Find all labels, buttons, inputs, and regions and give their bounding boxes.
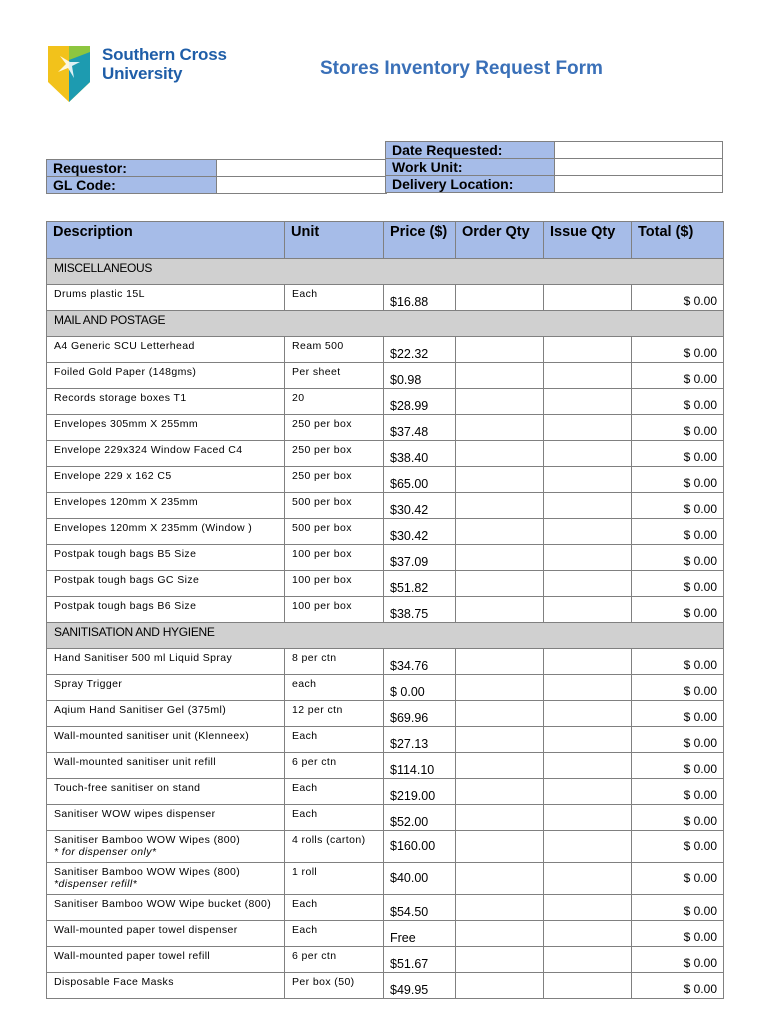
item-unit: 250 per box	[285, 415, 384, 441]
item-price: $ 0.00	[384, 675, 456, 701]
item-description-text: Aqium Hand Sanitiser Gel (375ml)	[54, 704, 227, 716]
issue-qty-input[interactable]	[544, 649, 632, 675]
item-price: $22.32	[384, 337, 456, 363]
table-row	[47, 389, 724, 415]
order-qty-input[interactable]	[456, 493, 544, 519]
item-unit: 250 per box	[285, 467, 384, 493]
section-row	[47, 311, 724, 337]
work-unit-row	[386, 159, 723, 176]
item-price: $30.42	[384, 519, 456, 545]
item-total: $ 0.00	[632, 805, 724, 831]
issue-qty-input[interactable]	[544, 285, 632, 311]
issue-qty-input[interactable]	[544, 863, 632, 895]
item-description	[47, 415, 285, 441]
delivery-location-row	[386, 176, 723, 193]
item-price: $38.75	[384, 597, 456, 623]
item-price: $51.82	[384, 571, 456, 597]
order-qty-input[interactable]	[456, 779, 544, 805]
item-description-text: A4 Generic SCU Letterhead	[54, 340, 195, 352]
requestor-input[interactable]	[217, 160, 387, 177]
item-price: $0.98	[384, 363, 456, 389]
item-price: $37.48	[384, 415, 456, 441]
item-total: $ 0.00	[632, 973, 724, 999]
item-unit: each	[285, 675, 384, 701]
item-total: $ 0.00	[632, 649, 724, 675]
item-price: $27.13	[384, 727, 456, 753]
table-row	[47, 545, 724, 571]
item-description	[47, 571, 285, 597]
table-row	[47, 285, 724, 311]
item-unit: 500 per box	[285, 519, 384, 545]
item-description-text: Envelopes 305mm X 255mm	[54, 418, 199, 430]
item-description	[47, 973, 285, 999]
item-total: $ 0.00	[632, 415, 724, 441]
table-row	[47, 467, 724, 493]
issue-qty-input[interactable]	[544, 415, 632, 441]
issue-qty-input[interactable]	[544, 727, 632, 753]
item-description	[47, 467, 285, 493]
item-total: $ 0.00	[632, 441, 724, 467]
item-total: $ 0.00	[632, 285, 724, 311]
item-total: $ 0.00	[632, 753, 724, 779]
item-description	[47, 519, 285, 545]
item-unit: 250 per box	[285, 441, 384, 467]
item-total: $ 0.00	[632, 493, 724, 519]
section-heading: SANITISATION AND HYGIENE	[47, 623, 724, 649]
date-requested-input[interactable]	[555, 142, 723, 159]
item-total: $ 0.00	[632, 921, 724, 947]
item-description-text: Envelope 229x324 Window Faced C4	[54, 444, 243, 456]
issue-qty-input[interactable]	[544, 337, 632, 363]
item-price: $49.95	[384, 973, 456, 999]
issue-qty-input[interactable]	[544, 753, 632, 779]
item-unit: Per sheet	[285, 363, 384, 389]
order-qty-input[interactable]	[456, 727, 544, 753]
item-unit: 12 per ctn	[285, 701, 384, 727]
order-qty-input[interactable]	[456, 597, 544, 623]
item-description	[47, 649, 285, 675]
table-row	[47, 415, 724, 441]
item-price: $51.67	[384, 947, 456, 973]
item-description	[47, 493, 285, 519]
item-unit: Each	[285, 805, 384, 831]
item-description-text: Wall-mounted paper towel dispenser	[54, 924, 238, 936]
table-row	[47, 441, 724, 467]
order-qty-input[interactable]	[456, 519, 544, 545]
item-description-text: Foiled Gold Paper (148gms)	[54, 366, 197, 378]
issue-qty-input[interactable]	[544, 441, 632, 467]
item-description	[47, 921, 285, 947]
table-row	[47, 805, 724, 831]
table-row	[47, 649, 724, 675]
item-unit: 4 rolls (carton)	[285, 831, 384, 863]
table-row	[47, 493, 724, 519]
item-unit: 6 per ctn	[285, 753, 384, 779]
col-total: Total ($)	[632, 222, 724, 259]
order-qty-input[interactable]	[456, 545, 544, 571]
table-header-row	[47, 222, 724, 259]
order-qty-input[interactable]	[456, 921, 544, 947]
table-row	[47, 947, 724, 973]
item-total: $ 0.00	[632, 389, 724, 415]
col-price: Price ($)	[384, 222, 456, 259]
item-unit: Each	[285, 285, 384, 311]
table-row	[47, 571, 724, 597]
issue-qty-input[interactable]	[544, 389, 632, 415]
item-unit: Each	[285, 779, 384, 805]
item-description-text: Spray Trigger	[54, 678, 123, 690]
form-title: Stores Inventory Request Form	[320, 58, 603, 79]
table-row	[47, 973, 724, 999]
item-unit: 6 per ctn	[285, 947, 384, 973]
item-total: $ 0.00	[632, 727, 724, 753]
table-row	[47, 363, 724, 389]
item-total: $ 0.00	[632, 571, 724, 597]
item-description-text: Sanitiser Bamboo WOW Wipes (800)	[54, 834, 241, 846]
order-qty-input[interactable]	[456, 753, 544, 779]
item-unit: Each	[285, 727, 384, 753]
item-price: $40.00	[384, 863, 456, 895]
table-row	[47, 779, 724, 805]
order-qty-input[interactable]	[456, 675, 544, 701]
delivery-location-label: Delivery Location:	[386, 176, 555, 193]
item-unit: 20	[285, 389, 384, 415]
item-description	[47, 389, 285, 415]
table-row	[47, 597, 724, 623]
item-description-text: Postpak tough bags B5 Size	[54, 548, 197, 560]
date-requested-row	[386, 142, 723, 159]
issue-qty-input[interactable]	[544, 947, 632, 973]
item-price: $114.10	[384, 753, 456, 779]
item-price: $37.09	[384, 545, 456, 571]
issue-qty-input[interactable]	[544, 545, 632, 571]
table-row	[47, 701, 724, 727]
order-qty-input[interactable]	[456, 947, 544, 973]
item-description-text: Wall-mounted paper towel refill	[54, 950, 211, 962]
col-unit: Unit	[285, 222, 384, 259]
item-description	[47, 831, 285, 863]
section-heading: MAIL AND POSTAGE	[47, 311, 724, 337]
item-price: $38.40	[384, 441, 456, 467]
item-description-text: Postpak tough bags GC Size	[54, 574, 200, 586]
col-description: Description	[47, 222, 285, 259]
logo-wordmark	[102, 45, 227, 83]
item-note: * for dispenser only*	[54, 846, 157, 858]
item-description-text: Envelopes 120mm X 235mm	[54, 496, 199, 508]
item-total: $ 0.00	[632, 337, 724, 363]
item-description-text: Records storage boxes T1	[54, 392, 187, 404]
table-row	[47, 753, 724, 779]
table-row	[47, 895, 724, 921]
item-description-text: Envelopes 120mm X 235mm (Window )	[54, 522, 253, 534]
order-qty-input[interactable]	[456, 337, 544, 363]
item-price: $54.50	[384, 895, 456, 921]
order-qty-input[interactable]	[456, 863, 544, 895]
item-description	[47, 701, 285, 727]
work-unit-label: Work Unit:	[386, 159, 555, 176]
issue-qty-input[interactable]	[544, 597, 632, 623]
item-price: $69.96	[384, 701, 456, 727]
item-total: $ 0.00	[632, 779, 724, 805]
table-row	[47, 727, 724, 753]
issue-qty-input[interactable]	[544, 831, 632, 863]
order-qty-input[interactable]	[456, 389, 544, 415]
item-description-text: Sanitiser Bamboo WOW Wipes (800)	[54, 866, 241, 878]
logo-line-1: Southern Cross	[102, 45, 227, 64]
item-description	[47, 285, 285, 311]
shield-logo-icon	[46, 42, 92, 104]
table-row	[47, 921, 724, 947]
item-description-text: Touch-free sanitiser on stand	[54, 782, 201, 794]
issue-qty-input[interactable]	[544, 701, 632, 727]
issue-qty-input[interactable]	[544, 973, 632, 999]
requestor-row	[47, 160, 387, 177]
requestor-fields	[46, 159, 387, 194]
order-qty-input[interactable]	[456, 285, 544, 311]
item-description-text: Envelope 229 x 162 C5	[54, 470, 172, 482]
item-description-text: Wall-mounted sanitiser unit (Klenneex)	[54, 730, 250, 742]
item-unit: Per box (50)	[285, 973, 384, 999]
item-description	[47, 805, 285, 831]
item-unit: Each	[285, 921, 384, 947]
item-description	[47, 895, 285, 921]
issue-qty-input[interactable]	[544, 921, 632, 947]
item-unit: 100 per box	[285, 571, 384, 597]
order-qty-input[interactable]	[456, 895, 544, 921]
item-total: $ 0.00	[632, 947, 724, 973]
delivery-fields	[385, 141, 723, 193]
section-heading: MISCELLANEOUS	[47, 259, 724, 285]
work-unit-input[interactable]	[555, 159, 723, 176]
item-description	[47, 363, 285, 389]
item-description-text: Postpak tough bags B6 Size	[54, 600, 197, 612]
item-description	[47, 863, 285, 895]
item-total: $ 0.00	[632, 831, 724, 863]
item-description-text: Hand Sanitiser 500 ml Liquid Spray	[54, 652, 233, 664]
order-qty-input[interactable]	[456, 363, 544, 389]
item-description	[47, 675, 285, 701]
item-unit: 500 per box	[285, 493, 384, 519]
issue-qty-input[interactable]	[544, 467, 632, 493]
table-row	[47, 863, 724, 895]
item-total: $ 0.00	[632, 545, 724, 571]
item-price: $28.99	[384, 389, 456, 415]
col-issue-qty: Issue Qty	[544, 222, 632, 259]
university-logo	[46, 42, 246, 104]
issue-qty-input[interactable]	[544, 363, 632, 389]
logo-line-2: University	[102, 64, 183, 83]
item-price: $160.00	[384, 831, 456, 863]
item-description-text: Sanitiser WOW wipes dispenser	[54, 808, 216, 820]
gl-code-input[interactable]	[217, 177, 387, 194]
item-price: $65.00	[384, 467, 456, 493]
order-qty-input[interactable]	[456, 805, 544, 831]
item-description	[47, 545, 285, 571]
item-unit: 100 per box	[285, 597, 384, 623]
item-total: $ 0.00	[632, 519, 724, 545]
table-row	[47, 831, 724, 863]
order-qty-input[interactable]	[456, 441, 544, 467]
order-qty-input[interactable]	[456, 831, 544, 863]
order-qty-input[interactable]	[456, 467, 544, 493]
item-price: $52.00	[384, 805, 456, 831]
section-row	[47, 259, 724, 285]
item-description	[47, 947, 285, 973]
date-requested-label: Date Requested:	[386, 142, 555, 159]
item-total: $ 0.00	[632, 467, 724, 493]
table-row	[47, 675, 724, 701]
item-unit: 8 per ctn	[285, 649, 384, 675]
gl-code-row	[47, 177, 387, 194]
item-description	[47, 753, 285, 779]
item-total: $ 0.00	[632, 675, 724, 701]
gl-code-label: GL Code:	[47, 177, 217, 194]
order-qty-input[interactable]	[456, 701, 544, 727]
table-row	[47, 337, 724, 363]
order-qty-input[interactable]	[456, 649, 544, 675]
item-description-text: Sanitiser Bamboo WOW Wipe bucket (800)	[54, 898, 272, 910]
item-price: $34.76	[384, 649, 456, 675]
section-row	[47, 623, 724, 649]
order-qty-input[interactable]	[456, 973, 544, 999]
issue-qty-input[interactable]	[544, 571, 632, 597]
item-price: $30.42	[384, 493, 456, 519]
item-note: *dispenser refill*	[54, 878, 138, 890]
item-total: $ 0.00	[632, 895, 724, 921]
item-description	[47, 727, 285, 753]
item-price: Free	[384, 921, 456, 947]
issue-qty-input[interactable]	[544, 493, 632, 519]
issue-qty-input[interactable]	[544, 779, 632, 805]
item-price: $219.00	[384, 779, 456, 805]
table-row	[47, 519, 724, 545]
issue-qty-input[interactable]	[544, 519, 632, 545]
requestor-label: Requestor:	[47, 160, 217, 177]
issue-qty-input[interactable]	[544, 675, 632, 701]
item-total: $ 0.00	[632, 701, 724, 727]
item-description-text: Disposable Face Masks	[54, 976, 174, 988]
item-description-text: Drums plastic 15L	[54, 288, 145, 300]
item-price: $16.88	[384, 285, 456, 311]
order-qty-input[interactable]	[456, 571, 544, 597]
item-description	[47, 337, 285, 363]
item-unit: Ream 500	[285, 337, 384, 363]
item-description	[47, 441, 285, 467]
item-description-text: Wall-mounted sanitiser unit refill	[54, 756, 217, 768]
inventory-table	[46, 221, 724, 999]
item-unit: 100 per box	[285, 545, 384, 571]
item-description	[47, 779, 285, 805]
item-total: $ 0.00	[632, 597, 724, 623]
order-qty-input[interactable]	[456, 415, 544, 441]
col-order-qty: Order Qty	[456, 222, 544, 259]
issue-qty-input[interactable]	[544, 895, 632, 921]
item-total: $ 0.00	[632, 363, 724, 389]
issue-qty-input[interactable]	[544, 805, 632, 831]
item-description	[47, 597, 285, 623]
item-unit: Each	[285, 895, 384, 921]
item-unit: 1 roll	[285, 863, 384, 895]
delivery-location-input[interactable]	[555, 176, 723, 193]
item-total: $ 0.00	[632, 863, 724, 895]
